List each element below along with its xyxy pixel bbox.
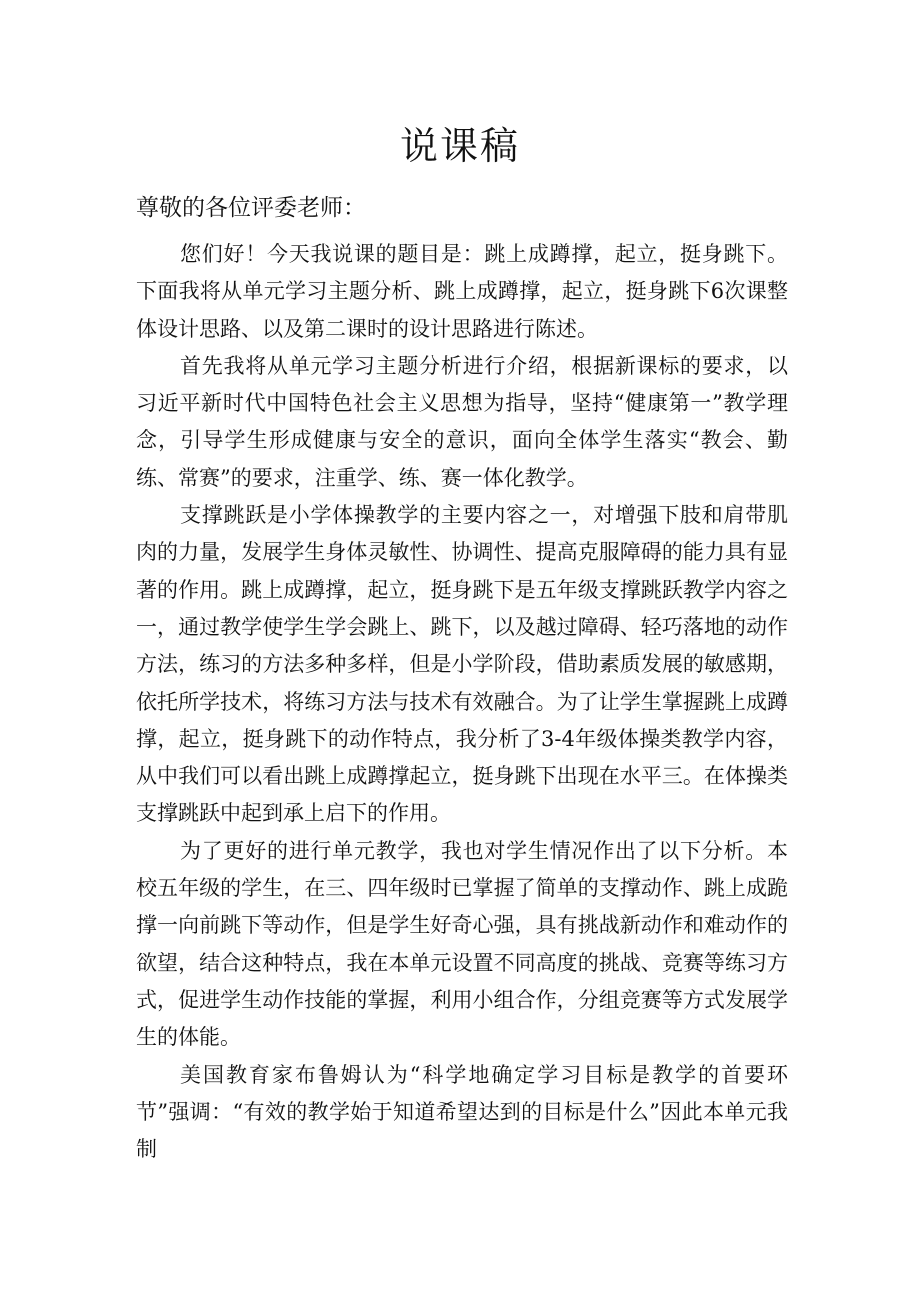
- paragraph-greeting: 您们好！今天我说课的题目是：跳上成蹲撑，起立，挺身跳下。下面我将从单元学习主题分析、跳上成蹲撑，起立，挺身跳下6次课整体设计思路、以及第二课时的设计思路进行陈述。: [136, 242, 788, 341]
- paragraph-content-analysis: 支撑跳跃是小学体操教学的主要内容之一，对增强下肢和肩带肌肉的力量，发展学生身体灵敏性、协调性、提高克服障碍的能力具有显著的作用。跳上成蹲撑，起立，挺身跳下是五年级支撑跳跃教学内容之一，通过教学使学生学会跳上、跳下，以及越过障碍、轻巧落地的动作方法，练习的方法多种多样，但是小学阶段，借助素质发展的敏感期，依托所学技术，将练习方法与技术有效融合。为了让学生掌握跳上成蹲撑，起立，挺身跳下的动作特点，我分析了3-4年级体操类教学内容，从中我们可以看出跳上成蹲撑起立，挺身跳下出现在水平三。在体操类支撑跳跃中起到承上启下的作用。: [136, 503, 788, 826]
- paragraph-unit-analysis: 首先我将从单元学习主题分析进行介绍，根据新课标的要求，以习近平新时代中国特色社会主义思想为指导，坚持“健康第一”教学理念，引导学生形成健康与安全的意识，面向全体学生落实“教会、勤练、常赛”的要求，注重学、练、赛一体化教学。: [136, 353, 788, 490]
- paragraph-learning-goals: 美国教育家布鲁姆认为“科学地确定学习目标是教学的首要环节”强调：“有效的教学始于知道希望达到的目标是什么”因此本单元我制: [136, 1062, 788, 1162]
- page-title: 说课稿: [399, 124, 520, 168]
- paragraph-student-analysis: 为了更好的进行单元教学，我也对学生情况作出了以下分析。本校五年级的学生，在三、四年级时已掌握了简单的支撑动作、跳上成跪撑一向前跳下等动作，但是学生好奇心强，具有挑战新动作和难动作的欲望，结合这种特点，我在本单元设置不同高度的挑战、竞赛等练习方式，促进学生动作技能的掌握，利用小组合作，分组竞赛等方式发展学生的体能。: [136, 838, 788, 1050]
- salutation: 尊敬的各位评委老师：: [136, 195, 366, 221]
- body-text: [136, 236, 788, 1168]
